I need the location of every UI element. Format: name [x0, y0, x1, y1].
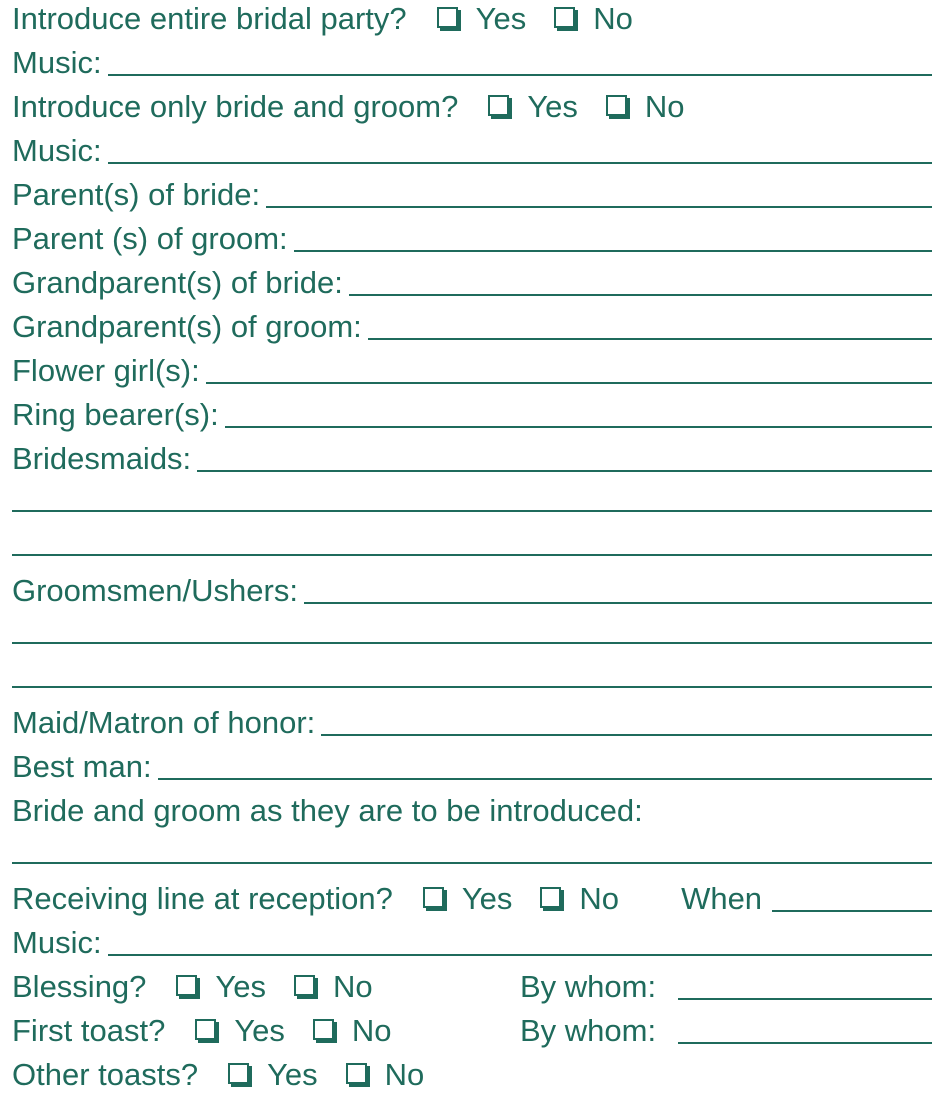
receiving-line-yes[interactable]: Yes — [423, 883, 513, 918]
introduce-only-label: Introduce only bride and groom? — [12, 89, 459, 124]
bride-groom-intro-row — [12, 786, 932, 830]
checkbox-icon[interactable] — [423, 887, 444, 908]
checkbox-icon[interactable] — [346, 1063, 367, 1084]
other-toasts-label: Other toasts? — [12, 1057, 199, 1092]
music-row-2 — [12, 126, 932, 170]
grandparents-bride-label: Grandparent(s) of bride: — [12, 265, 343, 300]
introduce-only-no[interactable]: No — [606, 91, 685, 126]
grandparents-groom-row — [12, 302, 932, 346]
flower-girls-field[interactable] — [206, 381, 932, 384]
checkbox-icon[interactable] — [176, 975, 197, 996]
maid-matron-label: Maid/Matron of honor: — [12, 705, 316, 740]
maid-matron-field[interactable] — [321, 733, 932, 736]
checkbox-icon[interactable] — [540, 887, 561, 908]
introduce-entire-yes[interactable]: Yes — [437, 3, 527, 38]
best-man-field[interactable] — [158, 777, 932, 780]
checkbox-icon[interactable] — [606, 95, 627, 116]
grandparents-groom-label: Grandparent(s) of groom: — [12, 309, 362, 344]
first-toast-no[interactable]: No — [313, 1015, 392, 1050]
introduce-only-row — [12, 82, 932, 126]
introduce-entire-label: Introduce entire bridal party? — [12, 1, 407, 36]
receiving-line-label: Receiving line at reception? — [12, 881, 393, 916]
groomsmen-label: Groomsmen/Ushers: — [12, 573, 298, 608]
receiving-line-row — [12, 874, 932, 918]
when-field[interactable] — [772, 909, 932, 912]
checkbox-icon[interactable] — [294, 975, 315, 996]
receiving-line-no[interactable]: No — [540, 883, 619, 918]
blessing-label: Blessing? — [12, 969, 147, 1004]
groomsmen-extra-line-2[interactable] — [12, 686, 932, 688]
checkbox-icon[interactable] — [554, 7, 575, 28]
checkbox-icon[interactable] — [437, 7, 458, 28]
flower-girls-label: Flower girl(s): — [12, 353, 200, 388]
blessing-by-whom-label: By whom: — [520, 969, 657, 1004]
maid-matron-row — [12, 698, 932, 742]
music-label: Music: — [12, 925, 102, 960]
bride-groom-intro-label: Bride and groom as they are to be introduced: — [12, 793, 643, 828]
checkbox-icon[interactable] — [488, 95, 509, 116]
first-toast-yes[interactable]: Yes — [195, 1015, 285, 1050]
music-field-1[interactable] — [108, 73, 932, 76]
other-toasts-no[interactable]: No — [346, 1059, 425, 1094]
music-field-3[interactable] — [108, 953, 932, 956]
groomsmen-field[interactable] — [304, 601, 932, 604]
blessing-yes[interactable]: Yes — [176, 971, 266, 1006]
grandparents-bride-field[interactable] — [349, 293, 932, 296]
blessing-no[interactable]: No — [294, 971, 373, 1006]
parents-bride-row — [12, 170, 932, 214]
first-toast-label: First toast? — [12, 1013, 166, 1048]
music-row-1 — [12, 38, 932, 82]
when-label: When — [681, 881, 763, 916]
first-toast-by-whom-field[interactable] — [678, 1041, 932, 1044]
music-label: Music: — [12, 45, 102, 80]
best-man-label: Best man: — [12, 749, 152, 784]
checkbox-icon[interactable] — [228, 1063, 249, 1084]
music-field-2[interactable] — [108, 161, 932, 164]
grandparents-groom-field[interactable] — [368, 337, 932, 340]
ring-bearers-row — [12, 390, 932, 434]
parents-groom-row — [12, 214, 932, 258]
checkbox-icon[interactable] — [313, 1019, 334, 1040]
bridesmaids-field[interactable] — [197, 469, 932, 472]
parents-groom-label: Parent (s) of groom: — [12, 221, 288, 256]
flower-girls-row — [12, 346, 932, 390]
other-toasts-row — [12, 1050, 932, 1094]
parents-bride-label: Parent(s) of bride: — [12, 177, 261, 212]
groomsmen-extra-line-1[interactable] — [12, 642, 932, 644]
music-label: Music: — [12, 133, 102, 168]
ring-bearers-label: Ring bearer(s): — [12, 397, 219, 432]
checkbox-icon[interactable] — [195, 1019, 216, 1040]
blessing-row — [12, 962, 932, 1006]
parents-groom-field[interactable] — [294, 249, 932, 252]
bridesmaids-row — [12, 434, 932, 478]
other-toasts-yes[interactable]: Yes — [228, 1059, 318, 1094]
introduce-entire-no[interactable]: No — [554, 3, 633, 38]
grandparents-bride-row — [12, 258, 932, 302]
introduce-entire-row — [12, 0, 932, 38]
blessing-by-whom-field[interactable] — [678, 997, 932, 1000]
music-row-3 — [12, 918, 932, 962]
ring-bearers-field[interactable] — [225, 425, 932, 428]
bridesmaids-extra-line-1[interactable] — [12, 510, 932, 512]
first-toast-row — [12, 1006, 932, 1050]
first-toast-by-whom-label: By whom: — [520, 1013, 657, 1048]
bridesmaids-label: Bridesmaids: — [12, 441, 192, 476]
best-man-row — [12, 742, 932, 786]
parents-bride-field[interactable] — [266, 205, 932, 208]
groomsmen-row — [12, 566, 932, 610]
bridesmaids-extra-line-2[interactable] — [12, 554, 932, 556]
bride-groom-intro-field[interactable] — [12, 862, 932, 864]
introduce-only-yes[interactable]: Yes — [488, 91, 578, 126]
